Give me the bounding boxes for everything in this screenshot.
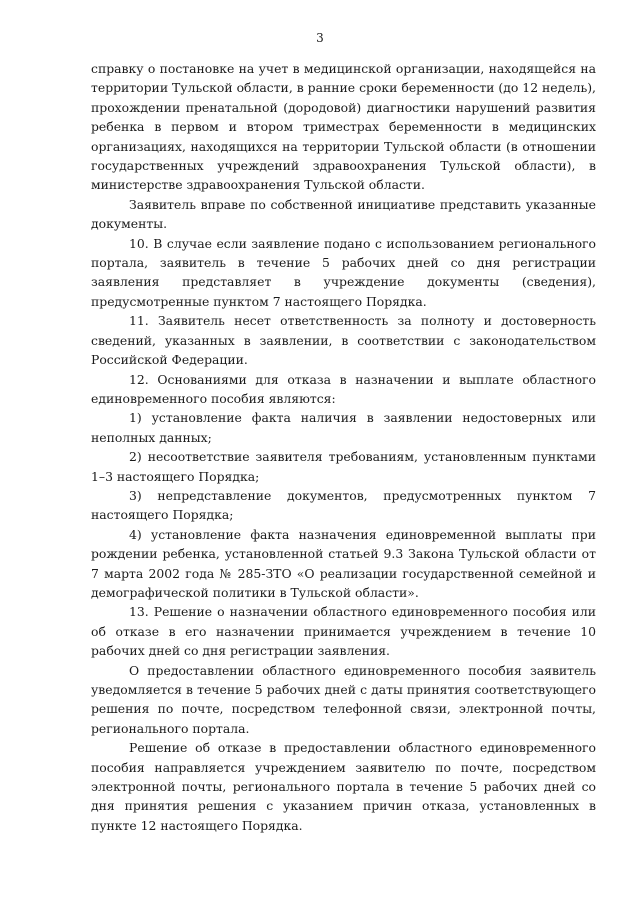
paragraph-refusal-notice: Решение об отказе в предоставлении областного единовременного пособия направляется учреждением заявителю по почте, посредством электронной почты, регионального портала в течение 5 рабочих дней со дня принятия решения с указанием причин отказа, установленных в пункте 12 настоящего Порядка. bbox=[91, 740, 596, 833]
document-body bbox=[91, 59, 596, 835]
page-number: 3 bbox=[316, 31, 324, 45]
paragraph-item-12: 12. Основаниями для отказа в назначении и выплате областного единовременного пособия являются: bbox=[91, 371, 596, 406]
paragraph-item-12-1: 1) установление факта наличия в заявлении недостоверных или неполных данных; bbox=[91, 410, 596, 445]
paragraph-notification: О предоставлении областного единовременного пособия заявитель уведомляется в течение 5 рабочих дней с даты принятия соответствующего решения по почте, посредством телефонной связи, электронной почты, регионального портала. bbox=[91, 662, 596, 736]
paragraph-item-10: 10. В случае если заявление подано с использованием регионального портала, заявитель в течение 5 рабочих дней со дня регистрации заявления представляет в учреждение документы (сведения), предусмотренные пунктом 7 настоящего Порядка. bbox=[91, 235, 596, 309]
paragraph-item-13: 13. Решение о назначении областного единовременного пособия или об отказе в его назначении принимается учреждением в течение 10 рабочих дней со дня регистрации заявления. bbox=[91, 604, 596, 659]
paragraph-optional-documents: Заявитель вправе по собственной инициативе представить указанные документы. bbox=[91, 196, 596, 232]
paragraph-item-12-4: 4) установление факта назначения единовременной выплаты при рождении ребенка, установленной статьей 9.3 Закона Тульской области от 7 марта 2002 года № 285-ЗТО «О реализации государственной семейной и демографической политики в Тульской области». bbox=[91, 526, 596, 600]
paragraph-item-12-3: 3) непредставление документов, предусмотренных пунктом 7 настоящего Порядка; bbox=[91, 487, 596, 523]
paragraph-certificate-continuation: справку о постановке на учет в медицинской организации, находящейся на территории Тульской области, в ранние сроки беременности (до 12 недель), прохождении пренатальной (дородовой) диагностики нарушений развития ребенка в первом и втором триместрах беременности в медицинских организациях, находящихся на территории Тульской области (в отношении государственных учреждений здравоохранения Тульской области), в министерстве здравоохранения Тульской области. bbox=[91, 61, 596, 193]
paragraph-item-11: 11. Заявитель несет ответственность за полноту и достоверность сведений, указанных в заявлении, в соответствии с законодательством Российской Федерации. bbox=[91, 313, 596, 368]
paragraph-item-12-2: 2) несоответствие заявителя требованиям, установленным пунктами 1–3 настоящего Порядка; bbox=[91, 449, 596, 484]
